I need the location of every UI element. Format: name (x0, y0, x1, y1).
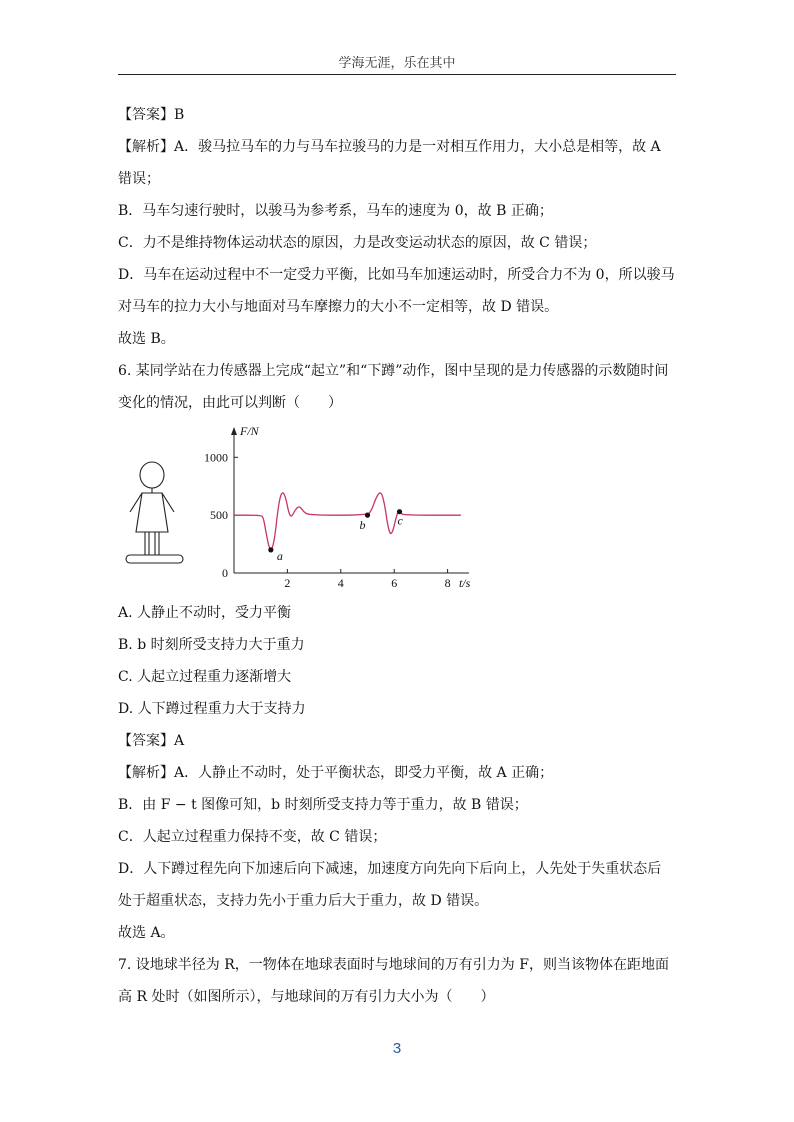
text-line: D．人下蹲过程先向下加速后向下减速，加速度方向先向下后向上，人先处于失重状态后 (118, 861, 662, 877)
x-tick-label: 4 (337, 576, 344, 590)
question-6-text: 6. 某同学站在力传感器上完成“起立”和“下蹲”动作，图中呈现的是力传感器的示数随时间 (118, 363, 669, 379)
text-line: D．马车在运动过程中不一定受力平衡，比如马车加速运动时，所受合力不为 0，所以骏马 (118, 267, 675, 283)
chart-marks (234, 493, 461, 563)
y-tick-label: 0 (222, 566, 228, 580)
x-tick-label: 8 (444, 576, 451, 590)
point-a (268, 547, 273, 552)
point-label-c: c (397, 513, 403, 528)
option-a: A. 人静止不动时，受力平衡 (118, 605, 292, 621)
point-b (365, 513, 370, 518)
text-line: 对马车的拉力大小与地面对马车摩擦力的大小不一定相等，故 D 错误。 (118, 299, 559, 315)
point-label-a: a (276, 548, 283, 563)
text-line: 故选 A。 (118, 925, 175, 941)
text-line: B．马车匀速行驶时，以骏马为参考系，马车的速度为 0，故 B 正确； (118, 203, 553, 219)
y-tick-label: 500 (210, 508, 228, 523)
y-tick-label: 1000 (204, 450, 228, 465)
question-6-text: 变化的情况，由此可以判断（ ） (118, 395, 342, 411)
text-line: 错误； (118, 171, 160, 187)
y-axis-label: F/N (240, 424, 259, 438)
header-rule (118, 74, 676, 75)
chart-axes (204, 424, 471, 590)
text-line: 故选 B。 (118, 331, 175, 347)
force-time-figure (118, 419, 678, 597)
x-tick-label: 2 (284, 576, 291, 590)
question-7-text: 7. 设地球半径为 R，一物体在地球表面时与地球间的万有引力为 F，则当该物体在距地面 (118, 957, 669, 973)
series-line (234, 493, 461, 549)
page-header: 学海无涯，乐在其中 (338, 56, 456, 71)
text-line: 【解析】A．骏马拉马车的力与马车拉骏马的力是一对相互作用力，大小总是相等，故 A (118, 139, 661, 155)
option-b: B. b 时刻所受支持力大于重力 (118, 637, 305, 653)
text-line: C．人起立过程重力保持不变，故 C 错误； (118, 829, 387, 845)
person-on-scale-icon (126, 462, 183, 563)
page-number: 3 (392, 1040, 402, 1057)
point-label-b: b (359, 518, 366, 533)
option-c: C. 人起立过程重力逐渐增大 (118, 669, 292, 685)
text-line: 【解析】A．人静止不动时，处于平衡状态，即受力平衡，故 A 正确； (118, 765, 554, 781)
document-body (118, 99, 678, 1013)
x-axis-label: t/s (458, 576, 471, 590)
force-time-chart (118, 419, 678, 597)
text-line: 【答案】B (118, 107, 185, 123)
question-7-text: 高 R 处时（如图所示），与地球间的万有引力大小为（ ） (118, 989, 495, 1005)
text-line: 处于超重状态，支持力先小于重力后大于重力，故 D 错误。 (118, 893, 489, 909)
option-d: D. 人下蹲过程重力大于支持力 (118, 701, 306, 717)
x-tick-label: 6 (391, 576, 398, 590)
answer-line: 【答案】A (118, 733, 185, 749)
text-line: B．由 F − t 图像可知，b 时刻所受支持力等于重力，故 B 错误； (118, 797, 528, 813)
y-axis-arrow (231, 427, 237, 435)
text-line: C．力不是维持物体运动状态的原因，力是改变运动状态的原因，故 C 错误； (118, 235, 597, 251)
